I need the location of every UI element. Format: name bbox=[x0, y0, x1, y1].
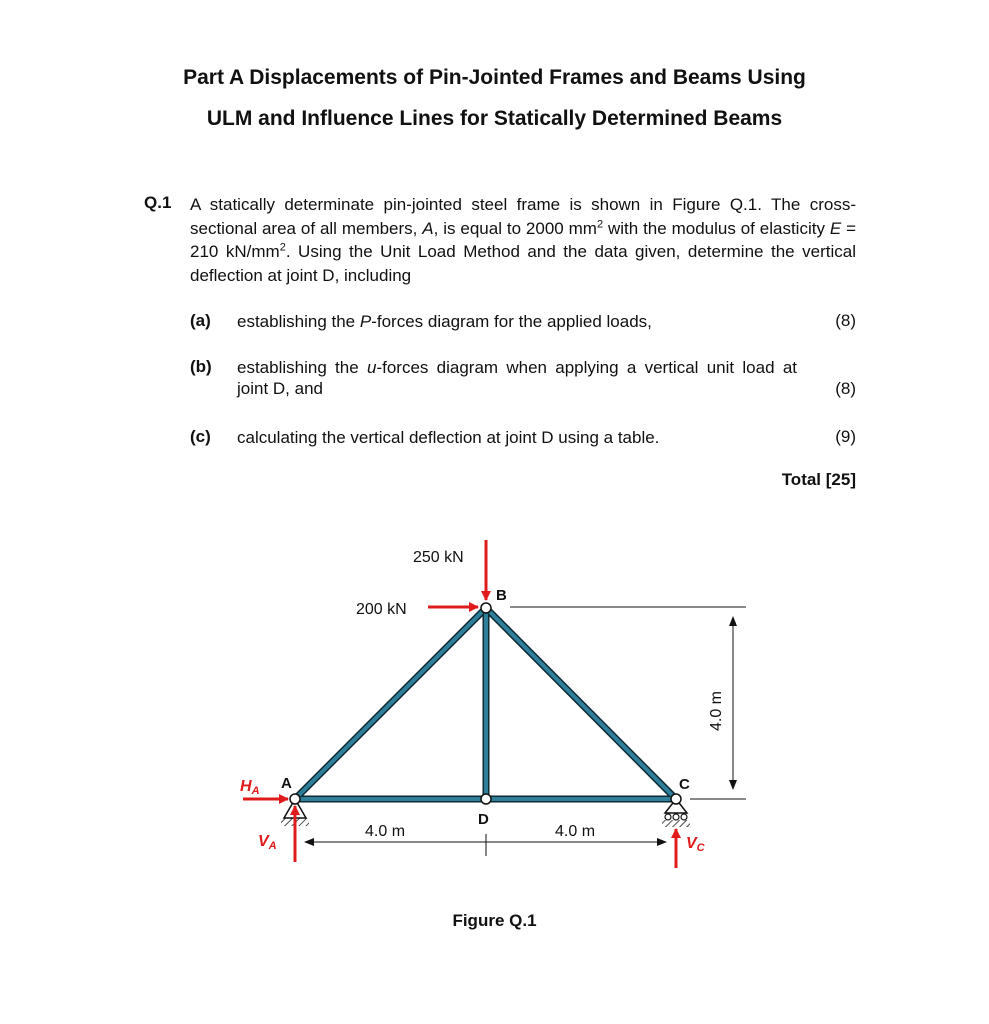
figure-caption: Figure Q.1 bbox=[452, 911, 537, 930]
question-number: Q.1 bbox=[144, 193, 172, 212]
part-c-marks: (9) bbox=[835, 427, 856, 446]
area-symbol: A bbox=[422, 218, 434, 238]
page-title-line-1: Part A Displacements of Pin-Jointed Frames and Beams Using bbox=[183, 66, 806, 89]
truss-members bbox=[295, 608, 676, 799]
part-c-text: calculating the vertical deflection at joint D using a table. bbox=[237, 428, 660, 447]
joint-a bbox=[290, 794, 300, 804]
part-c-label: (c) bbox=[190, 427, 211, 446]
question-text-4: = 210 kN/mm bbox=[190, 218, 857, 261]
joint-d bbox=[481, 794, 491, 804]
part-a-label: (a) bbox=[190, 311, 211, 330]
load-250-label: 250 kN bbox=[413, 549, 464, 566]
total-marks: Total [25] bbox=[781, 470, 856, 489]
question-text-2: , is equal to 2000 mm bbox=[433, 218, 597, 238]
joint-d-label: D bbox=[478, 811, 489, 828]
part-b-label: (b) bbox=[190, 357, 212, 376]
part-a-marks: (8) bbox=[835, 311, 856, 330]
horizontal-dimension bbox=[305, 834, 666, 856]
joint-b-label: B bbox=[496, 587, 507, 604]
part-b-marks: (8) bbox=[835, 379, 856, 398]
reaction-ha-label: HA bbox=[240, 778, 260, 797]
superscript-2: 2 bbox=[596, 217, 604, 230]
part-b-text: establishing the u-forces diagram when applying a vertical unit load at joint D, and bbox=[237, 358, 797, 398]
reaction-vc-label: VC bbox=[686, 835, 705, 854]
joint-b bbox=[481, 603, 491, 613]
page-title-line-2: ULM and Influence Lines for Statically Determined Beams bbox=[206, 107, 783, 130]
part-a-text: establishing the P-forces diagram for the applied loads, bbox=[237, 312, 652, 331]
joint-c-label: C bbox=[679, 776, 690, 793]
dim-left-label: 4.0 m bbox=[365, 823, 406, 840]
modulus-symbol: E bbox=[829, 218, 842, 238]
question-text-5: . Using the Unit Load Method and the data given, determine the vertical deflection at joint D, including bbox=[190, 242, 856, 285]
joint-a-label: A bbox=[281, 775, 292, 792]
joint-c bbox=[671, 794, 681, 804]
superscript-2b: 2 bbox=[279, 241, 286, 254]
reaction-va-label: VA bbox=[258, 833, 277, 852]
dim-height-label: 4.0 m bbox=[708, 690, 725, 731]
question-text-1: A statically determinate pin-jointed steel frame is shown in Figure Q.1. The cross-sectional area of all members, bbox=[190, 195, 856, 238]
question-text-3: with the modulus of elasticity bbox=[603, 218, 830, 238]
load-200-label: 200 kN bbox=[356, 601, 407, 618]
dim-right-label: 4.0 m bbox=[555, 823, 596, 840]
